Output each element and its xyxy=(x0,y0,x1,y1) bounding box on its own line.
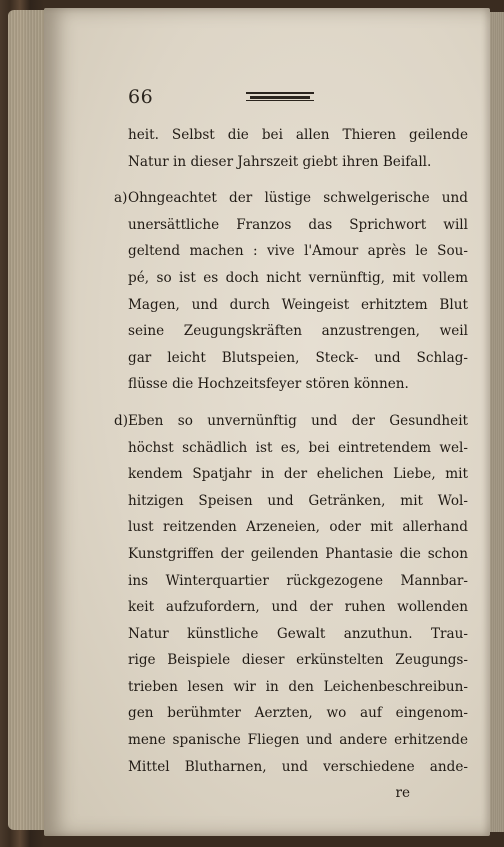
text-line: hitzigen Speisen und Getränken, mit Wol- xyxy=(128,492,468,509)
text-line-content: Ohngeachtet der lüstige schwelgerische und xyxy=(128,190,468,207)
text-line: unersättliche Franzos das Sprichwort will xyxy=(128,216,468,233)
page-stack-left xyxy=(8,10,48,830)
text-line: mene spanische Fliegen und andere erhitzende xyxy=(128,732,468,749)
page-stack-right xyxy=(488,12,504,832)
text-line-content: Eben so unvernünftig und der Gesundheit xyxy=(128,412,468,429)
text-line: Natur in dieser Jahrszeit giebt ihren Beifall. xyxy=(128,153,432,170)
text-line: seine Zeugungskräften anzustrengen, weil xyxy=(128,323,468,340)
text-line: kendem Spatjahr in der ehelichen Liebe, mit xyxy=(128,466,468,483)
page-number: 66 xyxy=(128,86,154,108)
paragraph-marker-d: d) xyxy=(114,412,129,429)
text-line: trieben lesen wir in den Leichenbeschreibun- xyxy=(128,678,468,695)
text-line: pé, so ist es doch nicht vernünftig, mit vollem xyxy=(128,269,468,286)
text-line: keit aufzufordern, und der ruhen wollenden xyxy=(128,599,468,616)
text-line: gen berühmter Aerzten, wo auf eingenom- xyxy=(128,705,468,722)
text-line: geltend machen : vive l'Amour après le Sou- xyxy=(128,243,468,260)
text-line: Kunstgriffen der geilenden Phantasie die schon xyxy=(128,545,468,562)
text-line: Natur künstliche Gewalt anzuthun. Trau- xyxy=(128,625,468,642)
text-line: ins Winterquartier rückgezogene Mannbar- xyxy=(128,572,468,589)
body-text xyxy=(114,122,468,807)
text-line: Magen, und durch Weingeist erhitztem Blut xyxy=(128,296,468,313)
text-line: höchst schädlich ist es, bei eintretendem wel- xyxy=(128,439,468,456)
text-line: lust reitzenden Arzeneien, oder mit allerhand xyxy=(128,519,468,536)
text-line xyxy=(114,408,468,435)
header-rule-ornament xyxy=(246,92,314,102)
text-line: heit. Selbst die bei allen Thieren geilende xyxy=(128,127,468,143)
text-line: gar leicht Blutspeien, Steck- und Schlag- xyxy=(128,349,468,366)
text-line xyxy=(114,185,468,212)
text-line: Mittel Blutharnen, und verschiedene ande- xyxy=(128,758,468,775)
paragraph-marker-a: a) xyxy=(114,190,128,207)
catchword: re xyxy=(395,785,410,802)
text-line: rige Beispiele dieser erkünstelten Zeugungs- xyxy=(128,652,468,669)
text-line: flüsse die Hochzeitsfeyer stören können. xyxy=(128,376,409,393)
